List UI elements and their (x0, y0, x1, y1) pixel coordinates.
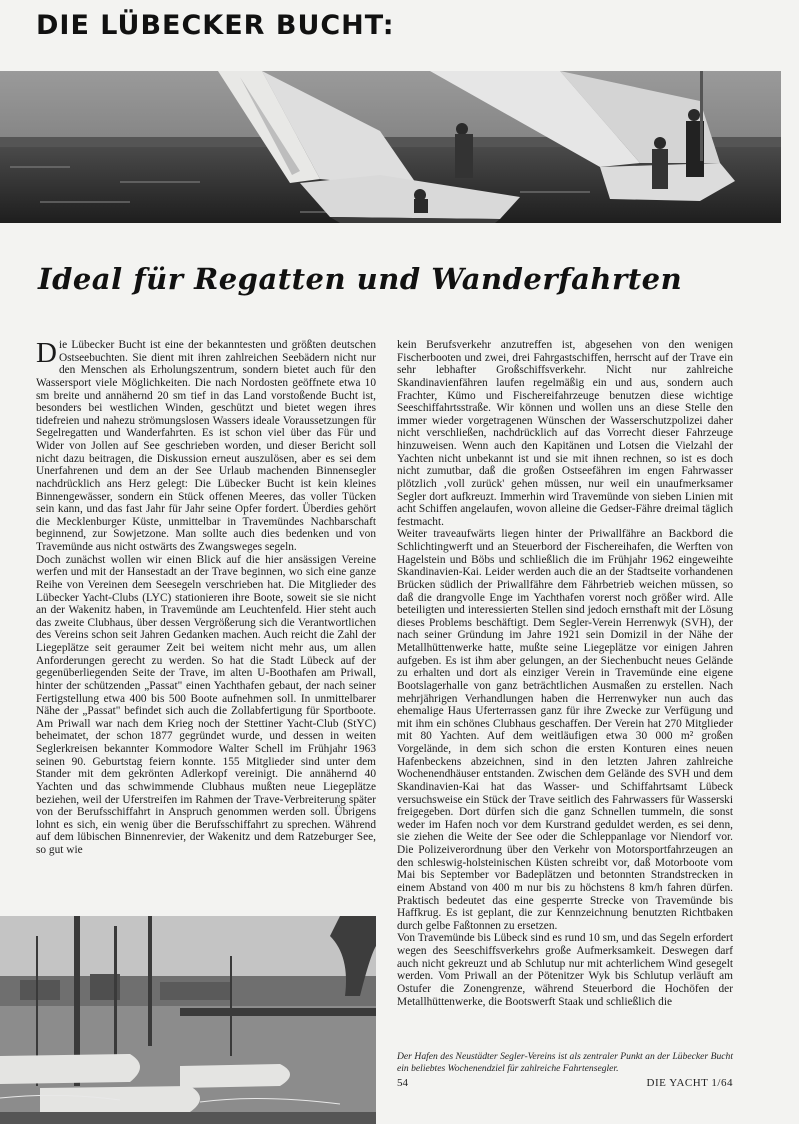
issue-label: DIE YACHT 1/64 (646, 1077, 733, 1089)
harbor-photo (0, 916, 376, 1124)
drop-cap: D (36, 339, 57, 369)
article-subtitle: Ideal für Regatten und Wanderfahrten (38, 262, 683, 296)
paragraph: Weiter traveaufwärts liegen hinter der Priwallfähre an Backbord die Schlichtingwerft und an Steuerbord der Fischereihafen, die Werften von Hagelstein und Böbs und schließlich die im Frühjahr 1962 eingeweihte Skandinavien-Kai. Leider werden auch die an der Stadtseite vorhandenen Brücken südlich der Priwallfähre dem Fährbetrieb weichen müssen, so daß die drangvolle Enge im Yachthafen vorerst noch größer wird. Alle beteiligten und interessierten Stellen sind jedoch ernsthaft mit der Lösung dieses Problems beschäftigt. Dem Segler-Verein Herrenwyk (SVH), der nach seiner Gründung im Jahre 1921 sein Domizil in der Nähe der Metallhüttenwerke hatte, mußte seine Liegeplätze vor einigen Jahren aufgeben. Es ist ihm aber gelungen, an der Siechenbucht neues Gelände zu erhalten und dort als einziger Verein in Travemünde eine eigene Bootslagerhalle von ganz beträchtlichen Ausmaßen zu erstellen. Nach mehrjährigen Verhandlungen haben die Herrenwyker nun auch das ehemalige Haus Uferterrassen ganz für ihre Zwecke zur Verfügung und mit ihm ein schönes Clubhaus geschaffen. Der Verein hat 270 Mitglieder mit 80 Yachten. Auf dem weitläufigen etwa 30 000 m² großen Vorgelände, in dem sich schon die ersten Konturen eines neuen Hafenbeckens abzeichnen, sind in den letzten Jahren zahlreiche Wochenendhäuser entstanden. Zwischen dem Gelände des SVH und dem Skandinavien-Kai hat das Wasser- und Schiffahrtsamt Lübeck versuchsweise ein Stück der Trave seitlich des Fahrwassers für Wasserski freigegeben. Dort dürfen sich die ganz Schnellen tummeln, die sonst weder im Hafen noch vor dem Kurstrand geduldet werden, es sei denn, sie ziehen die Weite der See oder die Schleppanlage vor Niendorf vor. Die Polizeiverordnung über den Verkehr von Motorsportfahrzeugen an den schleswig-holsteinischen Küsten schreibt vor, daß Motorboote vom Mai bis September vor Badeplätzen und betonnten Strandstrecken in einem Abstand von 400 m nur bis zu höchstens 8 km/h fahren dürfen. Praktisch bedeutet das eine gesperrte Strecke von Travemünde bis Haffkrug. Es ist geplant, die zur Kennzeichnung benutzten Richtbaken durch gelbe Faßtonnen zu ersetzen. (397, 528, 733, 932)
photo-caption: Der Hafen des Neustädter Segler-Vereins ist als zentraler Punkt an der Lübecker Bucht ein beliebtes Wochenendziel für zahlreiche Fahrtensegler. (397, 1051, 733, 1074)
regatta-photo (0, 71, 781, 223)
paragraph: Von Travemünde bis Lübeck sind es rund 10 sm, und das Segeln erfordert wegen des Seeschiffsverkehrs große Aufmerksamkeit. Deswegen darf auch nicht gekreuzt und ab Schlutup nur mit achterlichem Wind gesegelt werden. Vom Priwall an der Pötenitzer Wyk bis Schlutup verläuft am Ostufer die Zonengrenze, während Steuerbord die Hochöfen der Metallhüttenwerke, die Bootswerft Staak und schließlich die (397, 932, 733, 1008)
paragraph-text: ie Lübecker Bucht ist eine der bekanntesten und größten deutschen Ostseebuchten. Sie dient mit ihren zahlreichen Seebädern nicht nur den Menschen als Erholungszentrum, sondern bietet auch für den Wassersport viele Möglichkeiten. Die nach Nordosten geöffnete etwa 10 sm breite und annähernd 20 sm tief in das Land vorstoßende Bucht ist, besonders bei westlichen Winden, geschützt und bietet wegen ihres tidefreien und nahezu strömungslosen Wassers ideale Voraussetzungen für Segelregatten und Wanderfahrten. Es ist schon viel über das Für und Wider von Jollen auf See geschrieben worden, und dieser Bericht soll nicht dazu beitragen, die Diskussion erneut auszulösen, aber es sei dem Unerfahrenen und dem an der See Urlaub machenden Binnensegler nachdrücklich ans Herz gelegt: Die Lübecker Bucht ist kein kleines Binnengewässer, sondern ein Stück offenen Meeres, das voller Tücken sein kann, und das fast Jahr für Jahr seine Opfer fordert. Überdies gehört die Mecklenburger Küste, unmittelbar in Travemündes Nachbarschaft beginnend, zur Sowjetzone. Man sollte auch dies bedenken und von Travemünde aus nicht ostwärts des Zwangsweges segeln. (36, 339, 376, 553)
article-column-right (397, 339, 733, 1046)
page-number: 54 (397, 1077, 408, 1089)
paragraph: kein Berufsverkehr anzutreffen ist, abgesehen von den wenigen Fischerbooten und zwei, drei Fahrgastschiffen, herrscht auf der Trave ein sehr lebhafter Großschiffsverkehr. Nicht nur zahlreiche Skandinavienfähren laufen regelmäßig ein und aus, sondern auch Frachter, Kümo und Fischereifahrzeuge benutzen diese wichtige Seeschiffahrtsstraße. Wir können und wollen uns an diese Stelle den immer wieder vorgetragenen Wünschen der Wasserschutzpolizei daher nicht verschließen, nachdrücklich auf das Vorrecht dieser Fahrzeuge hinzuweisen. Wenn auch den Kapitänen und Lotsen die Vielzahl der Yachten nicht unbekannt ist und sie mit ihnen rechnen, so ist es doch nicht zumutbar, daß die großen Ostseefähren im engen Fahrwasser plötzlich ‚voll zurück' gehen müssen, nur weil ein unaufmerksamer Segler dort aufkreuzt. Immerhin wird Travemünde von sieben Linien mit acht Schiffen angelaufen, wovon alleine die Gedser-Fähre dreimal täglich festmacht. (397, 339, 733, 528)
article-headline: DIE LÜBECKER BUCHT: (36, 10, 395, 41)
article-column-left (36, 339, 376, 916)
paragraph (36, 339, 376, 554)
paragraph: Doch zunächst wollen wir einen Blick auf die hier ansässigen Vereine werfen und mit der Hansestadt an der Trave beginnen, wo sich eine ganze Reihe von Vereinen dem Seesegeln verschrieben hat. Die Mitglieder des Lübecker Yacht-Clubs (LYC) stationieren ihre Boote, soweit sie sie nicht an der Wakenitz haben, in Travemünde am Leuchtenfeld. Hier steht auch das zweite Clubhaus, über dessen Vergrößerung sich die Verantwortlichen des Vereins schon seit Jahren Gedanken machen. Auch reicht die Zahl der Liegeplätze seit geraumer Zeit bei weitem nicht mehr aus, um allen Anforderungen gerecht zu werden. So hat die Stadt Lübeck auf der gegenüberliegenden Seite der Trave, im alten U-Boothafen am Priwall, hinter der schützenden „Passat" einen Yachthafen gebaut, der nach seiner Fertigstellung etwa 400 bis 500 Boote aufnehmen soll. In unmittelbarer Nähe der „Passat" befindet sich auch die Zollabfertigung für Sportboote. Am Priwall war nach dem Krieg noch der Stettiner Yacht-Club (StYC) beheimatet, der schon 1877 gegründet wurde, und dessen in weiten Seglerkreisen bekannter Kommodore Walter Schell im Frühjahr 1963 seinen 90. Geburtstag feiern konnte. 155 Mitglieder sind unter dem Stander mit dem gekrönten Adlerkopf vereinigt. Die annähernd 40 Yachten und das schwimmende Clubhaus mußten neue Liegeplätze beziehen, weil der Uferstreifen im Rahmen der Trave-Verbreiterung später von der Berufsschiffahrt in Anspruch genommen werden soll. Übrigens lohnt es sich, ein wenig über die Berufsschiffahrt zu sprechen. Während auf dem lübischen Binnenrevier, der Wakenitz und dem Ratzeburger See, so gut wie (36, 553, 376, 856)
